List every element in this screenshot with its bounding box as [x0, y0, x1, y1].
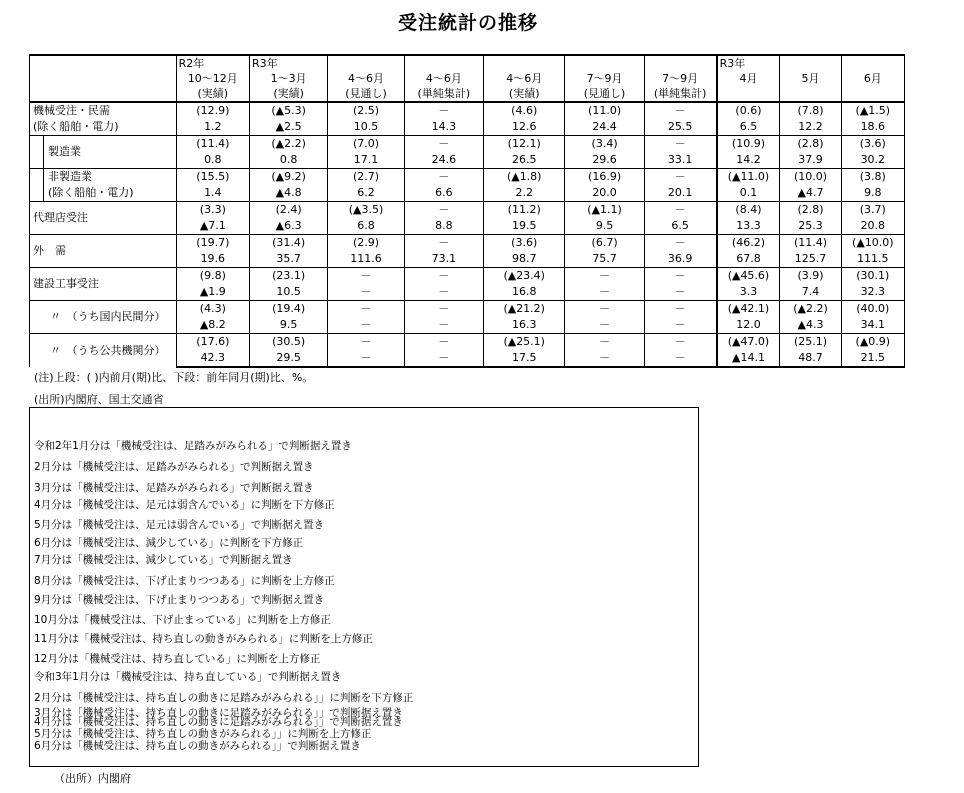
row-label-text: 代理店受注 [33, 211, 88, 224]
page-title: 受注統計の推移 [397, 12, 538, 34]
value-cell: － [328, 301, 404, 318]
row-label-text: 〃 （うち公共機関分） [50, 343, 166, 357]
value-cell: － [404, 202, 483, 219]
judgment-line: 4月分は「機械受注は、持ち直しの動きに足踏みがみられる」」で判断据え置き [34, 716, 403, 728]
value-cell: 8.8 [404, 218, 483, 235]
judgment-line: 5月分は「機械受注は、足元は弱含んでいる」で判断据え置き [34, 519, 325, 531]
value-cell: (3.9) [780, 268, 841, 285]
value-cell: (2.7) [328, 169, 404, 186]
value-cell: 6.2 [328, 185, 404, 202]
header-cell [565, 55, 644, 71]
row-label-text: 製造業 [48, 145, 81, 158]
value-cell: － [565, 350, 644, 367]
value-cell: 29.5 [249, 350, 327, 367]
header-cell: R3年 [249, 55, 327, 71]
header-cell: 1～3月 [249, 71, 327, 86]
value-cell: (10.9) [717, 136, 780, 153]
value-cell: ▲4.7 [780, 185, 841, 202]
row-label [30, 119, 177, 136]
judgment-line: 11月分は「機械受注は、持ち直しの動きがみられる」に判断を上方修正 [34, 633, 373, 645]
header-cell [404, 55, 483, 71]
value-cell: (4.6) [484, 102, 565, 119]
judgment-line: 7月分は「機械受注は、減少している」で判断据え置き [34, 554, 293, 566]
value-cell: 9.8 [841, 185, 904, 202]
value-cell: 29.6 [565, 152, 644, 169]
value-cell: － [644, 169, 716, 186]
row-label [30, 185, 177, 202]
value-cell: 111.5 [841, 251, 904, 268]
value-cell: 7.4 [780, 284, 841, 301]
value-cell: 33.1 [644, 152, 716, 169]
header-cell [841, 55, 904, 71]
row-label [30, 136, 177, 169]
value-cell: 34.1 [841, 317, 904, 334]
value-cell: 98.7 [484, 251, 565, 268]
value-cell: 75.7 [565, 251, 644, 268]
header-cell: (実績) [484, 86, 565, 102]
judgment-line: 12月分は「機械受注は、持ち直している」に判断を上方修正 [34, 653, 321, 665]
value-cell: 9.5 [565, 218, 644, 235]
value-cell: － [328, 317, 404, 334]
header-cell: 4～6月 [328, 71, 404, 86]
value-cell: 67.8 [717, 251, 780, 268]
value-cell: 13.3 [717, 218, 780, 235]
value-cell: － [644, 284, 716, 301]
value-cell: 17.1 [328, 152, 404, 169]
value-cell: 20.8 [841, 218, 904, 235]
value-cell: (16.9) [565, 169, 644, 186]
value-cell: (11.4) [780, 235, 841, 252]
header-cell [717, 86, 780, 102]
header-cell: R3年 [717, 55, 780, 71]
value-cell: (2.8) [780, 136, 841, 153]
value-cell: ▲6.3 [249, 218, 327, 235]
row-label-text: 〃 （うち国内民間分） [50, 310, 166, 323]
value-cell: 19.6 [176, 251, 249, 268]
header-label-cell [30, 55, 177, 71]
value-cell: (▲2.2) [780, 301, 841, 318]
value-cell: 14.2 [717, 152, 780, 169]
header-cell [484, 55, 565, 71]
value-cell: － [565, 268, 644, 285]
value-cell: － [644, 334, 716, 351]
row-label [30, 102, 177, 119]
row-label-text: (除く船舶・電力) [48, 186, 134, 199]
value-cell: (▲9.2) [249, 169, 327, 186]
value-cell: (30.1) [841, 268, 904, 285]
value-cell: 16.3 [484, 317, 565, 334]
value-cell: － [565, 334, 644, 351]
judgment-line: 2月分は「機械受注は、足踏みがみられる」で判断据え置き [34, 461, 314, 473]
header-cell [780, 55, 841, 71]
value-cell: ▲14.1 [717, 350, 780, 367]
value-cell: (2.9) [328, 235, 404, 252]
value-cell: 20.0 [565, 185, 644, 202]
judgment-line: 10月分は「機械受注は、下げ止まっている」に判断を上方修正 [34, 614, 331, 626]
value-cell: 0.1 [717, 185, 780, 202]
value-cell: (40.0) [841, 301, 904, 318]
value-cell: 6.5 [644, 218, 716, 235]
header-label-cell [30, 86, 177, 102]
value-cell: 24.4 [565, 119, 644, 136]
table-note: (注)上段：( )内前月(期)比、下段：前年同月(期)比、%。 [34, 371, 314, 384]
value-cell: (11.2) [484, 202, 565, 219]
judgment-line: 6月分は「機械受注は、持ち直しの動きがみられる」」で判断据え置き [34, 740, 361, 752]
value-cell: (▲1.5) [841, 102, 904, 119]
value-cell: (3.6) [841, 136, 904, 153]
value-cell: 24.6 [404, 152, 483, 169]
judgment-line: 4月分は「機械受注は、足元は弱含んでいる」に判断を下方修正 [34, 499, 335, 511]
value-cell: － [404, 301, 483, 318]
value-cell: (▲3.5) [328, 202, 404, 219]
header-label-cell [30, 71, 177, 86]
value-cell: (▲45.6) [717, 268, 780, 285]
value-cell: (7.8) [780, 102, 841, 119]
value-cell: (11.4) [176, 136, 249, 153]
header-cell: 6月 [841, 71, 904, 86]
value-cell: － [565, 301, 644, 318]
value-cell: (4.3) [176, 301, 249, 318]
value-cell: 12.0 [717, 317, 780, 334]
value-cell: 32.3 [841, 284, 904, 301]
value-cell: － [404, 102, 483, 119]
value-cell: － [644, 317, 716, 334]
value-cell: － [644, 301, 716, 318]
value-cell: 6.8 [328, 218, 404, 235]
value-cell: ▲4.8 [249, 185, 327, 202]
row-label [30, 268, 177, 301]
order-statistics-table [29, 54, 905, 368]
value-cell: 18.6 [841, 119, 904, 136]
value-cell: (3.3) [176, 202, 249, 219]
header-cell: 10～12月 [176, 71, 249, 86]
judgment-line: 5月分は「機械受注は、持ち直しの動きがみられる」」に判断を上方修正 [34, 728, 372, 740]
value-cell: (0.6) [717, 102, 780, 119]
value-cell: － [404, 136, 483, 153]
value-cell: (12.1) [484, 136, 565, 153]
value-cell: ▲7.1 [176, 218, 249, 235]
value-cell: 19.5 [484, 218, 565, 235]
value-cell: (10.0) [780, 169, 841, 186]
row-label-text: 機械受注・民需 [33, 104, 110, 117]
header-cell: 4月 [717, 71, 780, 86]
value-cell: － [644, 102, 716, 119]
judgment-line: 令和2年1月分は「機械受注は、足踏みがみられる」で判断据え置き [34, 440, 352, 452]
value-cell: 14.3 [404, 119, 483, 136]
value-cell: 48.7 [780, 350, 841, 367]
value-cell: － [404, 268, 483, 285]
value-cell: 0.8 [249, 152, 327, 169]
header-cell: (見通し) [328, 86, 404, 102]
value-cell: ▲2.5 [249, 119, 327, 136]
value-cell: － [644, 136, 716, 153]
value-cell: (▲10.0) [841, 235, 904, 252]
value-cell: (31.4) [249, 235, 327, 252]
value-cell: 26.5 [484, 152, 565, 169]
value-cell: 12.6 [484, 119, 565, 136]
row-label [30, 235, 177, 268]
row-label [30, 202, 177, 235]
value-cell: 42.3 [176, 350, 249, 367]
header-cell [780, 86, 841, 102]
value-cell: (3.8) [841, 169, 904, 186]
value-cell: 3.3 [717, 284, 780, 301]
judgment-line: 3月分は「機械受注は、持ち直しの動きに足踏みがみられる」」で判断据え置き [34, 707, 403, 719]
value-cell: (23.1) [249, 268, 327, 285]
judgment-line: 令和3年1月分は「機械受注は、持ち直している」で判断据え置き [34, 671, 342, 683]
row-label-text: 建設工事受注 [33, 277, 99, 290]
value-cell: － [644, 268, 716, 285]
header-cell [328, 55, 404, 71]
value-cell: (▲23.4) [484, 268, 565, 285]
judgment-line: 8月分は「機械受注は、下げ止まりつつある」に判断を上方修正 [34, 575, 335, 587]
value-cell: (9.8) [176, 268, 249, 285]
value-cell: (2.4) [249, 202, 327, 219]
value-cell: － [644, 235, 716, 252]
table-source: (出所)内閣府、国土交通省 [34, 393, 164, 406]
value-cell: (19.7) [176, 235, 249, 252]
header-cell: (実績) [249, 86, 327, 102]
value-cell: (3.6) [484, 235, 565, 252]
value-cell: (25.1) [780, 334, 841, 351]
value-cell: 10.5 [249, 284, 327, 301]
value-cell: － [404, 284, 483, 301]
judgment-line: 3月分は「機械受注は、足踏みがみられる」で判断据え置き [34, 482, 314, 494]
value-cell: ▲8.2 [176, 317, 249, 334]
header-cell: (実績) [176, 86, 249, 102]
value-cell: (▲42.1) [717, 301, 780, 318]
value-cell: 111.6 [328, 251, 404, 268]
value-cell: 10.5 [328, 119, 404, 136]
value-cell: (▲5.3) [249, 102, 327, 119]
value-cell: － [644, 202, 716, 219]
value-cell: 16.8 [484, 284, 565, 301]
value-cell: (▲25.1) [484, 334, 565, 351]
value-cell: － [404, 235, 483, 252]
row-label-text: 非製造業 [48, 170, 92, 183]
value-cell: － [404, 350, 483, 367]
value-cell: 20.1 [644, 185, 716, 202]
header-cell [644, 55, 716, 71]
value-cell: (▲11.0) [717, 169, 780, 186]
row-label-text: 外 需 [33, 244, 66, 257]
value-cell: 1.2 [176, 119, 249, 136]
value-cell: 35.7 [249, 251, 327, 268]
value-cell: (30.5) [249, 334, 327, 351]
value-cell: 17.5 [484, 350, 565, 367]
row-label [30, 301, 177, 334]
value-cell: 37.9 [780, 152, 841, 169]
value-cell: (46.2) [717, 235, 780, 252]
judgment-line: 2月分は「機械受注は、持ち直しの動きに足踏みがみられる」」に判断を下方修正 [34, 692, 414, 704]
header-cell: (見通し) [565, 86, 644, 102]
value-cell: 1.4 [176, 185, 249, 202]
value-cell: 36.9 [644, 251, 716, 268]
value-cell: 73.1 [404, 251, 483, 268]
value-cell: (17.6) [176, 334, 249, 351]
value-cell: (3.7) [841, 202, 904, 219]
value-cell: 2.2 [484, 185, 565, 202]
value-cell: 125.7 [780, 251, 841, 268]
value-cell: － [328, 284, 404, 301]
value-cell: 0.8 [176, 152, 249, 169]
header-cell: 5月 [780, 71, 841, 86]
value-cell: － [565, 284, 644, 301]
header-cell: (単純集計) [644, 86, 716, 102]
value-cell: (▲21.2) [484, 301, 565, 318]
value-cell: (6.7) [565, 235, 644, 252]
value-cell: (7.0) [328, 136, 404, 153]
header-cell: 7～9月 [565, 71, 644, 86]
value-cell: ▲1.9 [176, 284, 249, 301]
header-cell: 4～6月 [404, 71, 483, 86]
judgment-line: 9月分は「機械受注は、下げ止まりつつある」で判断据え置き [34, 594, 325, 606]
value-cell: － [328, 350, 404, 367]
header-cell: 7～9月 [644, 71, 716, 86]
header-cell: 4～6月 [484, 71, 565, 86]
value-cell: (▲0.9) [841, 334, 904, 351]
value-cell: － [328, 268, 404, 285]
value-cell: 9.5 [249, 317, 327, 334]
value-cell: (12.9) [176, 102, 249, 119]
header-cell: R2年 [176, 55, 249, 71]
value-cell: － [404, 334, 483, 351]
value-cell: (▲2.2) [249, 136, 327, 153]
judgment-history-box [29, 407, 699, 767]
judgment-line: 6月分は「機械受注は、減少している」に判断を下方修正 [34, 537, 304, 549]
value-cell: (2.5) [328, 102, 404, 119]
value-cell: 25.3 [780, 218, 841, 235]
value-cell: － [404, 317, 483, 334]
value-cell: 30.2 [841, 152, 904, 169]
value-cell: (▲1.1) [565, 202, 644, 219]
value-cell: (▲47.0) [717, 334, 780, 351]
header-cell: (単純集計) [404, 86, 483, 102]
row-label [30, 169, 177, 186]
value-cell: ▲4.3 [780, 317, 841, 334]
value-cell: (2.8) [780, 202, 841, 219]
value-cell: 6.5 [717, 119, 780, 136]
value-cell: (8.4) [717, 202, 780, 219]
header-cell [841, 86, 904, 102]
value-cell: (3.4) [565, 136, 644, 153]
value-cell: － [565, 317, 644, 334]
value-cell: 12.2 [780, 119, 841, 136]
value-cell: 21.5 [841, 350, 904, 367]
value-cell: (19.4) [249, 301, 327, 318]
value-cell: (11.0) [565, 102, 644, 119]
row-label-text: (除く船舶・電力) [33, 120, 119, 133]
value-cell: － [328, 334, 404, 351]
value-cell: － [404, 169, 483, 186]
row-label [30, 334, 177, 368]
box-source: （出所）内閣府 [54, 772, 131, 785]
value-cell: － [644, 350, 716, 367]
value-cell: 25.5 [644, 119, 716, 136]
value-cell: (15.5) [176, 169, 249, 186]
value-cell: (▲1.8) [484, 169, 565, 186]
value-cell: 6.6 [404, 185, 483, 202]
